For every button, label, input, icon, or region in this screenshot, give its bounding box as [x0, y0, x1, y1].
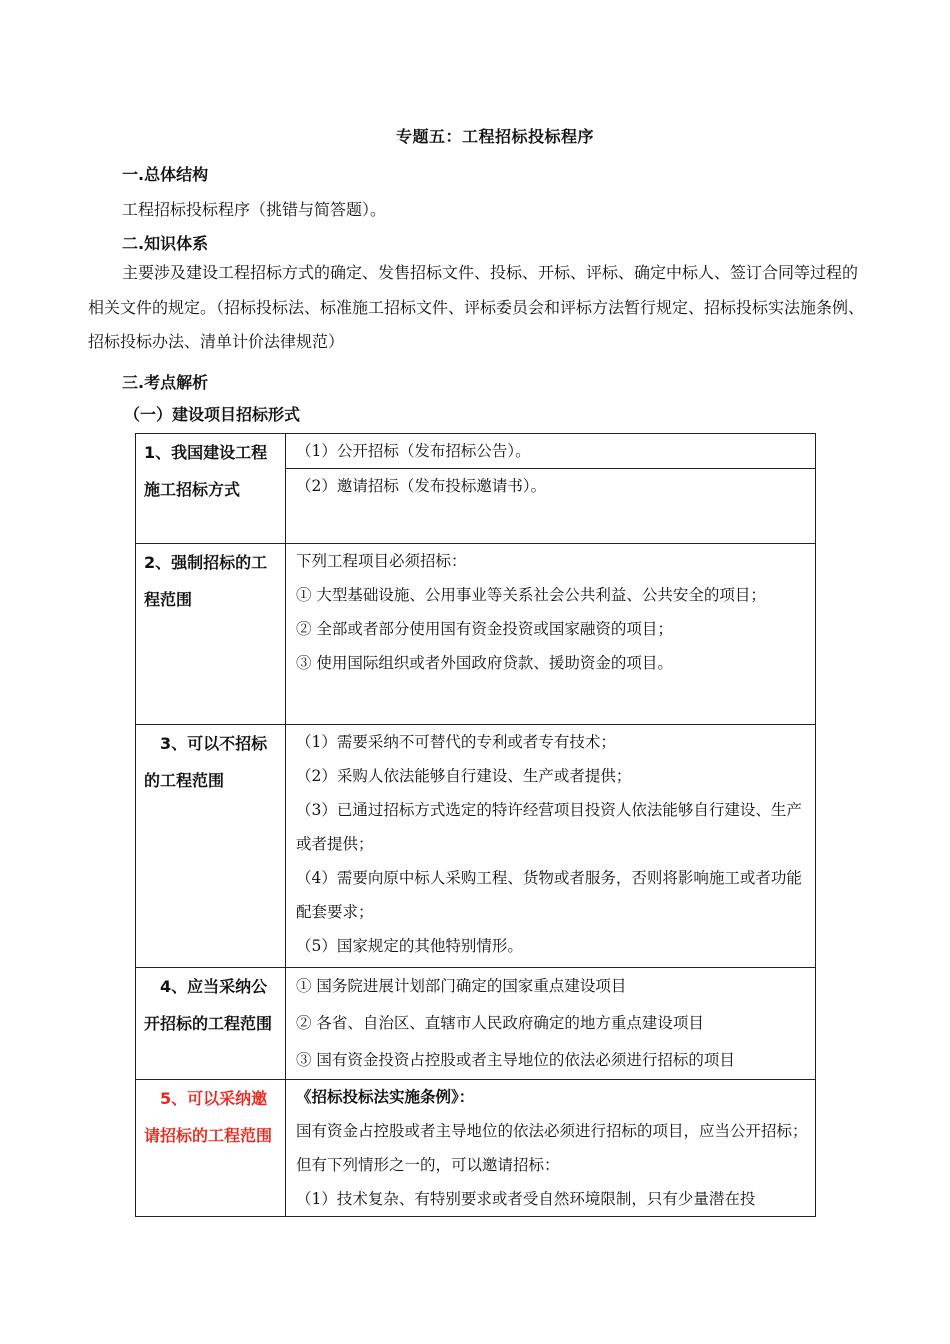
row-item: 下列工程项目必须招标： [296, 552, 467, 570]
recruitment-table [135, 433, 816, 1217]
row-label: 2、强制招标的工程范围 [136, 544, 286, 725]
page-title: 专题五：工程招标投标程序 [395, 127, 594, 146]
row-item: （1）技术复杂、有特别要求或者受自然环境限制，只有少量潜在投 [296, 1190, 756, 1208]
row-item: ③ 使用国际组织或者外国政府贷款、援助资金的项目。 [296, 654, 673, 672]
table-row [136, 544, 816, 725]
section-text-1: 工程招标投标程序（挑错与简答题）。 [122, 200, 387, 219]
row-item: （2）采购人依法能够自行建设、生产或者提供； [296, 767, 632, 785]
row-item: （5）国家规定的其他特别情形。 [296, 937, 523, 955]
table-row [136, 434, 816, 544]
row-item: （4）需要向原中标人采购工程、货物或者服务，否则将影响施工或者功能配套要求； [296, 869, 802, 921]
row-item: （1）需要采纳不可替代的专利或者专有技术； [296, 733, 616, 751]
table-row [136, 725, 816, 968]
row-item: 《招标投标法实施条例》： [296, 1088, 475, 1106]
subsection-heading: （一）建设项目招标形式 [124, 405, 301, 424]
table-row [136, 1080, 816, 1217]
row-label: 5、可以采纳邀请招标的工程范围 [136, 1080, 286, 1217]
section-heading-2: 二.知识体系 [122, 234, 209, 253]
row-item: （2）邀请招标（发布投标邀请书）。 [296, 477, 547, 495]
row-item: ② 全部或者部分使用国有资金投资或国家融资的项目； [296, 620, 673, 638]
row-label: 3、可以不招标的工程范围 [136, 725, 286, 968]
row-item: （3）已通过招标方式选定的特许经营项目投资人依法能够自行建设、生产或者提供； [296, 801, 802, 853]
row-item: 国有资金占控股或者主导地位的依法必须进行招标的项目，应当公开招标；但有下列情形之一的，可以邀请招标： [296, 1122, 808, 1174]
section-text-2: 主要涉及建设工程招标方式的确定、发售招标文件、投标、开标、评标、确定中标人、签订合同等过程的相关文件的规定。（招标投标法、标准施工招标文件、评标委员会和评标方法暂行规定、招标投标实法施条例、招标投标办法、清单计价法律规范） [88, 263, 865, 351]
row-item: ① 国务院进展计划部门确定的国家重点建设项目 [296, 977, 627, 995]
row-item: （1）公开招标（发布招标公告）。 [286, 434, 815, 469]
row-label: 4、应当采纳公开招标的工程范围 [136, 968, 286, 1080]
row-item: ② 各省、自治区、直辖市人民政府确定的地方重点建设项目 [296, 1014, 704, 1032]
section-heading-1: 一.总体结构 [122, 165, 209, 184]
row-item: ③ 国有资金投资占控股或者主导地位的依法必须进行招标的项目 [296, 1051, 735, 1069]
table-row [136, 968, 816, 1080]
row-label: 1、我国建设工程施工招标方式 [136, 434, 286, 544]
row-item: ① 大型基础设施、公用事业等关系社会公共利益、公共安全的项目； [296, 586, 766, 604]
section-heading-3: 三.考点解析 [122, 373, 209, 392]
